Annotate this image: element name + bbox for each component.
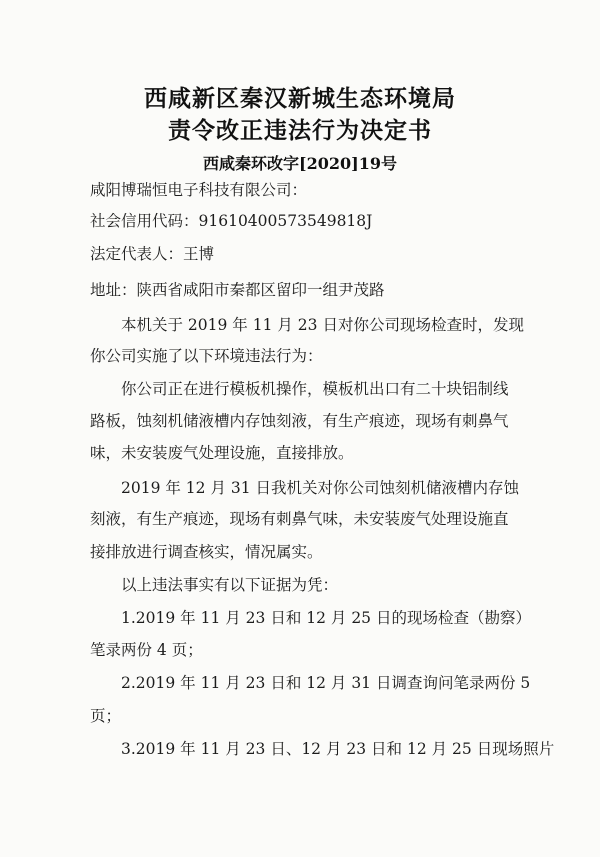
body-line: 你公司实施了以下环境违法行为： xyxy=(90,347,323,365)
document-title-line1: 西咸新区秦汉新城生态环境局 xyxy=(144,86,456,112)
document-title-line2: 责令改正违法行为决定书 xyxy=(168,118,432,144)
body-line: 2019 年 12 月 31 日我机关对你公司蚀刻机储液槽内存蚀 xyxy=(121,479,520,497)
body-line: 味，未安装废气处理设施，直接排放。 xyxy=(90,444,354,462)
address-line: 地址：陕西省咸阳市秦都区留印一组尹茂路 xyxy=(90,281,385,299)
body-line: 刻液，有生产痕迹，现场有刺鼻气味，未安装废气处理设施直 xyxy=(90,510,509,528)
body-line: 以上违法事实有以下证据为凭： xyxy=(121,576,339,594)
body-line: 接排放进行调查核实，情况属实。 xyxy=(90,543,323,561)
recipient-line: 咸阳博瑞恒电子科技有限公司： xyxy=(90,181,308,199)
document-number: 西咸秦环改字[2020]19号 xyxy=(203,154,397,173)
credit-code-line: 社会信用代码：91610400573549818J xyxy=(90,212,373,230)
body-line: 本机关于 2019 年 11 月 23 日对你公司现场检查时，发现 xyxy=(121,316,524,334)
evidence-item: 页； xyxy=(90,707,122,725)
legal-representative-line: 法定代表人：王博 xyxy=(90,245,215,263)
evidence-item: 2.2019 年 11 月 23 日和 12 月 31 日调查询问笔录两份 5 xyxy=(121,674,531,692)
body-line: 你公司正在进行模板机操作，模板机出口有二十块铝制线 xyxy=(121,380,509,398)
evidence-item: 3.2019 年 11 月 23 日、12 月 23 日和 12 月 25 日现场照片 xyxy=(121,740,555,758)
body-line: 路板，蚀刻机储液槽内存蚀刻液，有生产痕迹，现场有刺鼻气 xyxy=(90,412,509,430)
evidence-item: 笔录两份 4 页； xyxy=(90,641,203,659)
evidence-item: 1.2019 年 11 月 23 日和 12 月 25 日的现场检查（勘察） xyxy=(121,609,531,627)
